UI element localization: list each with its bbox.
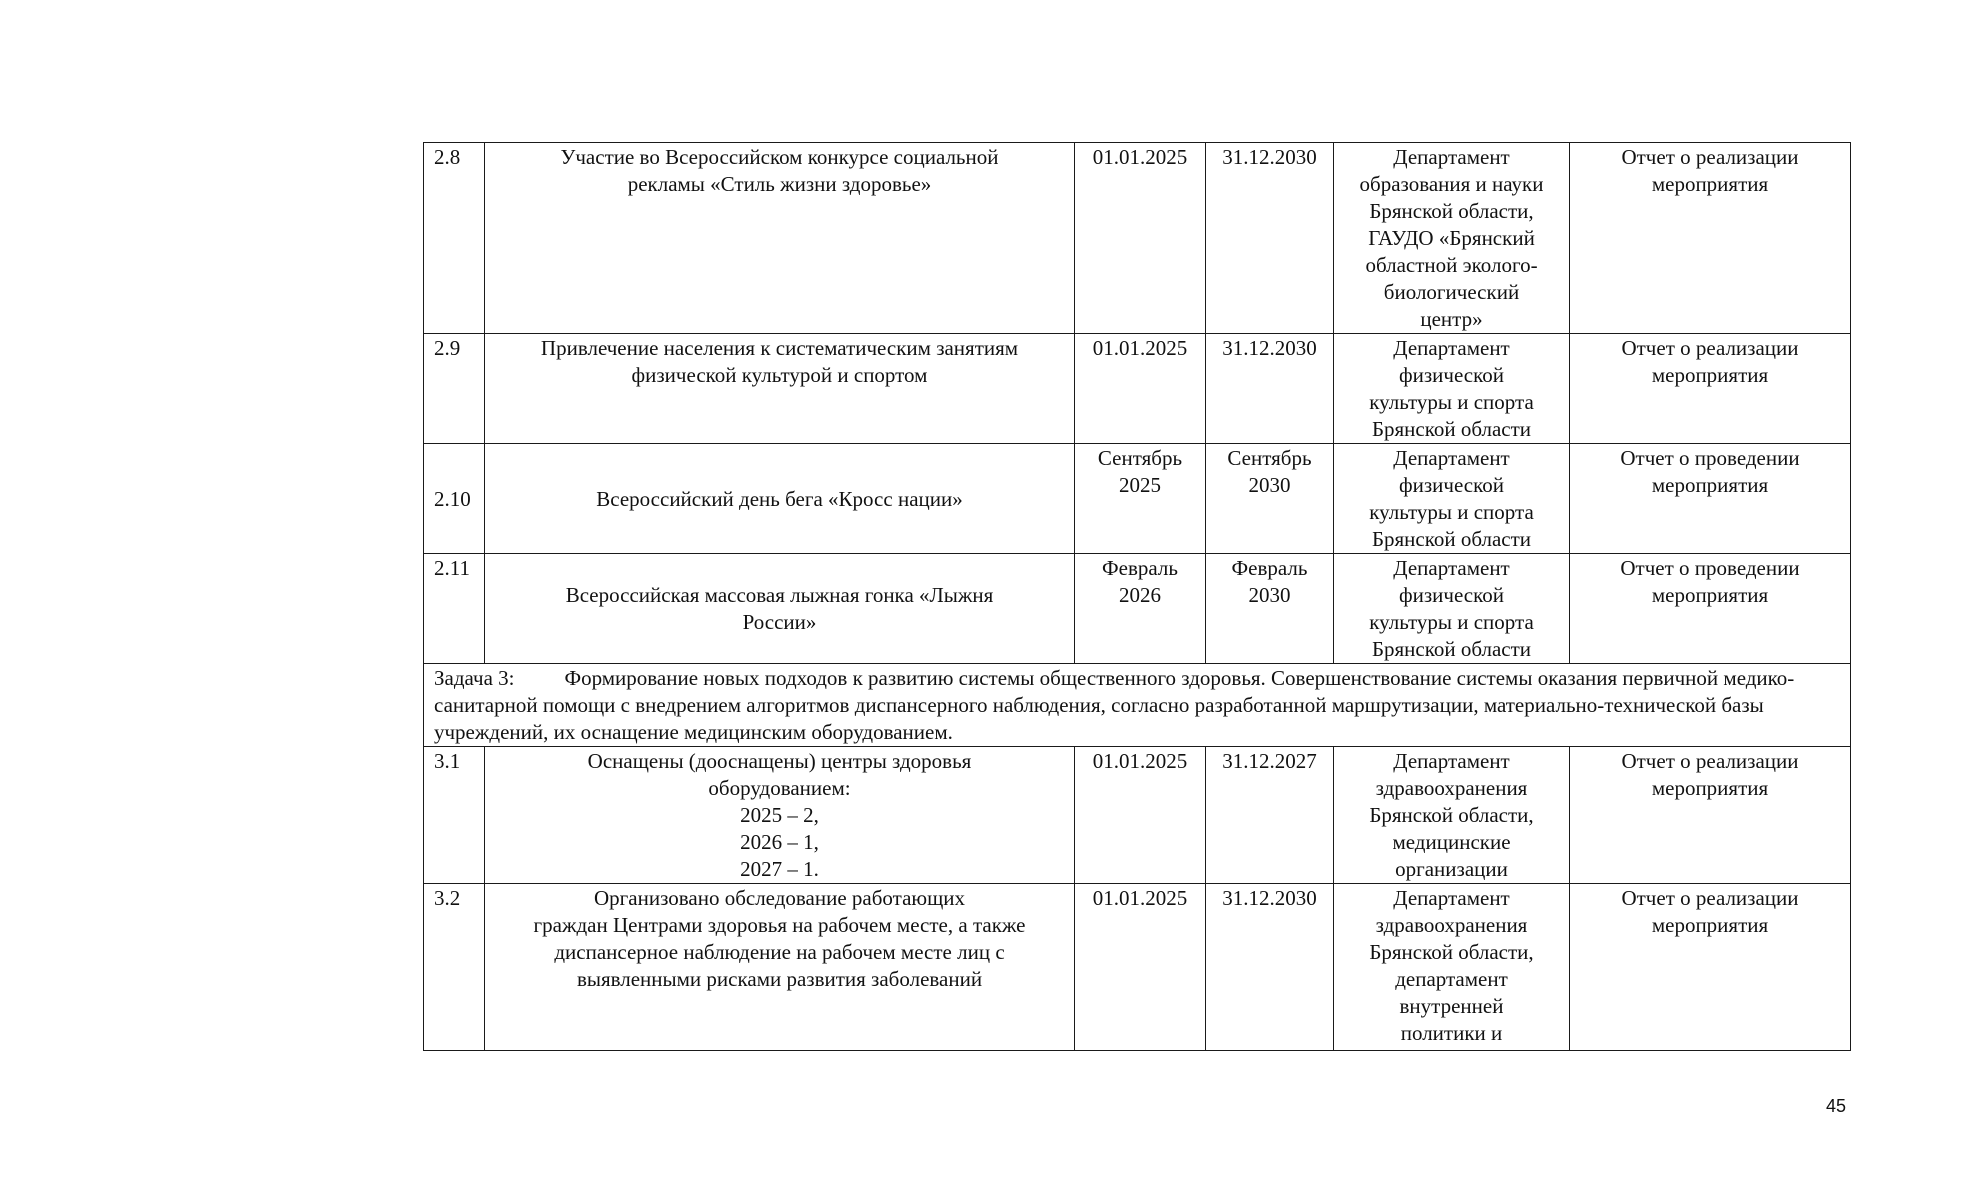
table-row <box>424 747 1851 884</box>
responsible: Департамент здравоохранения Брянской области, медицинские организации <box>1334 747 1570 884</box>
page-number: 45 <box>1826 1096 1847 1116</box>
responsible: Департамент образования и науки Брянской области, ГАУДО «Брянский областной эколого- биологический центр» <box>1334 143 1570 334</box>
task-label: Задача 3: <box>434 666 515 690</box>
table-row <box>424 554 1851 664</box>
end-date: Сентябрь 2030 <box>1206 444 1334 554</box>
start-date: 01.01.2025 <box>1075 143 1206 334</box>
start-date: Февраль 2026 <box>1075 554 1206 664</box>
end-date: 31.12.2030 <box>1206 143 1334 334</box>
measure-name: Всероссийская массовая лыжная гонка «Лыжня России» <box>485 554 1075 664</box>
result: Отчет о реализации мероприятия <box>1570 884 1851 1051</box>
end-date: 31.12.2027 <box>1206 747 1334 884</box>
row-number: 2.8 <box>424 143 485 334</box>
responsible: Департамент физической культуры и спорта Брянской области <box>1334 334 1570 444</box>
responsible: Департамент физической культуры и спорта Брянской области <box>1334 444 1570 554</box>
row-number: 3.2 <box>424 884 485 1051</box>
measure-name: Всероссийский день бега «Кросс нации» <box>485 444 1075 554</box>
end-date: Февраль 2030 <box>1206 554 1334 664</box>
measures-table <box>423 142 1851 1051</box>
table-row <box>424 334 1851 444</box>
task-description <box>424 664 1851 747</box>
result: Отчет о проведении мероприятия <box>1570 554 1851 664</box>
table-row <box>424 143 1851 334</box>
row-number: 2.9 <box>424 334 485 444</box>
result: Отчет о реализации мероприятия <box>1570 143 1851 334</box>
measure-name: Организовано обследование работающих граждан Центрами здоровья на рабочем месте, а также диспансерное наблюдение на рабочем месте лиц с выявленными рисками развития заболеваний <box>485 884 1075 1051</box>
end-date: 31.12.2030 <box>1206 334 1334 444</box>
start-date: Сентябрь 2025 <box>1075 444 1206 554</box>
row-number: 2.11 <box>424 554 485 664</box>
task-row <box>424 664 1851 747</box>
responsible: Департамент здравоохранения Брянской области, департамент внутренней политики и <box>1334 884 1570 1051</box>
table-row <box>424 444 1851 554</box>
responsible: Департамент физической культуры и спорта Брянской области <box>1334 554 1570 664</box>
result: Отчет о реализации мероприятия <box>1570 747 1851 884</box>
start-date: 01.01.2025 <box>1075 747 1206 884</box>
end-date: 31.12.2030 <box>1206 884 1334 1051</box>
measure-name: Участие во Всероссийском конкурсе социальной рекламы «Стиль жизни здоровье» <box>485 143 1075 334</box>
row-number: 2.10 <box>424 444 485 554</box>
table-row <box>424 884 1851 1051</box>
start-date: 01.01.2025 <box>1075 334 1206 444</box>
measure-name: Привлечение населения к систематическим занятиям физической культурой и спортом <box>485 334 1075 444</box>
row-number: 3.1 <box>424 747 485 884</box>
task-text: Формирование новых подходов к развитию системы общественного здоровья. Совершенствование системы оказания первичной медико-санитарной помощи с внедрением алгоритмов диспансерного наблюдения, согласно разработанной маршрутизации, материально-технической базы учреждений, их оснащение медицинским оборудованием. <box>434 666 1795 744</box>
measure-name: Оснащены (дооснащены) центры здоровья оборудованием: 2025 – 2, 2026 – 1, 2027 – 1. <box>485 747 1075 884</box>
start-date: 01.01.2025 <box>1075 884 1206 1051</box>
result: Отчет о реализации мероприятия <box>1570 334 1851 444</box>
result: Отчет о проведении мероприятия <box>1570 444 1851 554</box>
